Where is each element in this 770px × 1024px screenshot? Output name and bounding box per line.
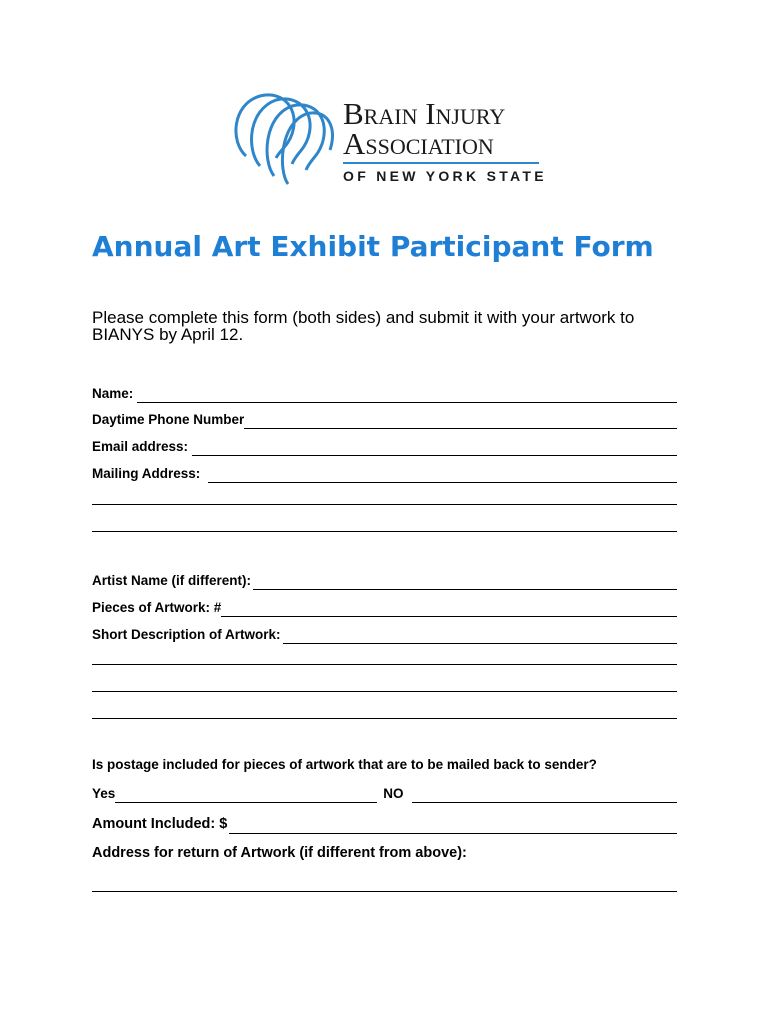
logo-divider — [343, 162, 539, 164]
pieces-field[interactable] — [92, 597, 677, 617]
no-label: NO — [383, 786, 404, 801]
mailing-address-label: Mailing Address: — [92, 466, 201, 481]
artist-name-field[interactable] — [92, 570, 677, 590]
description-line[interactable] — [283, 629, 677, 644]
description-field[interactable] — [92, 624, 677, 644]
description-line-2[interactable] — [92, 664, 677, 665]
pieces-label: Pieces of Artwork: # — [92, 600, 222, 615]
yes-line[interactable] — [115, 788, 377, 803]
email-label: Email address: — [92, 439, 189, 454]
name-field[interactable] — [92, 383, 677, 403]
email-field[interactable] — [92, 436, 677, 456]
description-line-3[interactable] — [92, 691, 677, 692]
amount-label: Amount Included: $ — [92, 816, 228, 832]
mailing-address-line-3[interactable] — [92, 531, 677, 532]
return-address-line[interactable] — [92, 891, 677, 892]
phone-line[interactable] — [244, 414, 677, 429]
logo-name-line3: OF NEW YORK STATE — [343, 168, 547, 184]
phone-label: Daytime Phone Number — [92, 412, 245, 427]
mailing-address-field[interactable] — [92, 463, 677, 483]
pieces-line[interactable] — [221, 602, 677, 617]
logo-name-line2: Association — [343, 126, 494, 161]
name-line[interactable] — [137, 388, 677, 403]
description-line-4[interactable] — [92, 718, 677, 719]
name-label: Name: — [92, 386, 134, 401]
artist-name-label: Artist Name (if different): — [92, 573, 252, 588]
no-line[interactable] — [412, 788, 677, 803]
head-profiles-icon — [226, 84, 344, 194]
logo-name-line1: Brain Injury — [343, 96, 506, 131]
phone-field[interactable] — [92, 409, 677, 429]
form-instructions: Please complete this form (both sides) and submit it with your artwork to BIANYS by April 12. — [92, 308, 635, 344]
return-address-label: Address for return of Artwork (if different from above): — [92, 845, 467, 861]
mailing-address-line-2[interactable] — [92, 504, 677, 505]
description-label: Short Description of Artwork: — [92, 627, 281, 642]
postage-yes-no[interactable] — [92, 783, 677, 803]
form-title: Annual Art Exhibit Participant Form — [92, 230, 654, 263]
amount-field[interactable] — [92, 812, 677, 834]
artist-name-line[interactable] — [253, 575, 677, 590]
yes-label: Yes — [92, 786, 116, 801]
email-line[interactable] — [192, 441, 677, 456]
postage-question: Is postage included for pieces of artwork that are to be mailed back to sender? — [92, 757, 597, 772]
bianys-logo — [226, 84, 556, 194]
mailing-address-line[interactable] — [208, 468, 677, 483]
amount-line[interactable] — [229, 819, 677, 834]
